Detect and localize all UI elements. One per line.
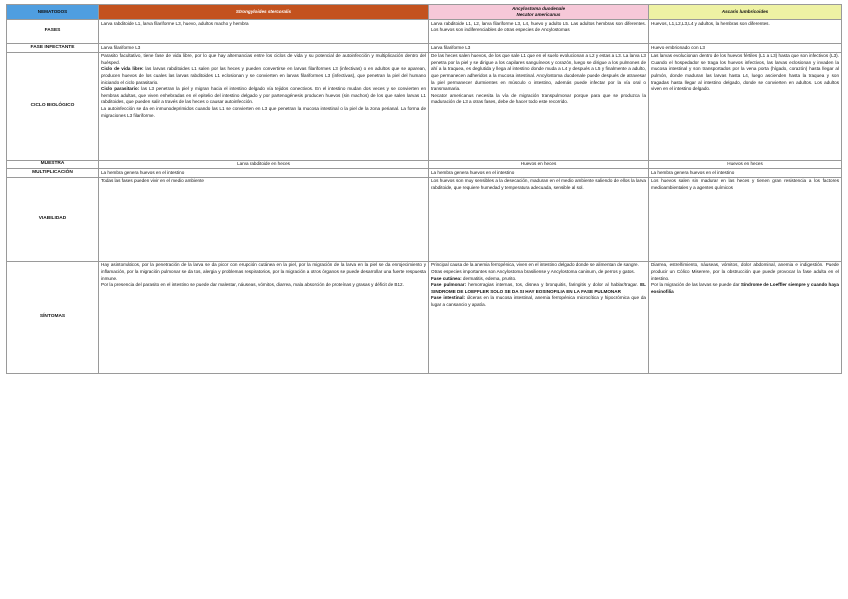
ciclo-strongyloides-p2: [101, 66, 426, 86]
sintomas-ascaris-p2: [651, 282, 839, 295]
row-fases: [7, 20, 842, 44]
sintomas-ascaris-p2-text: Por la migración de las larvas se puede dar: [651, 282, 741, 288]
label-sintomas: SÍNTOMAS: [7, 261, 99, 373]
sintomas-ancylostoma-p4: [431, 282, 646, 295]
row-muestra: [7, 160, 842, 169]
sintomas-ascaris-p1: Diarrea, estreñimiento, náuseas, vómitos, dolor abdominal, anemia e indigestión. Puede producir un Cólico Miserere, por la obstrucción que puede provocar la fase adulta en el intestino.: [651, 262, 839, 281]
fase-cutanea-text: dermatitis, edema, prurito.: [461, 275, 517, 281]
fases-strongyloides: Larva rabditoide L1, larva filariforme L3, huevo, adultos macho y hembra: [99, 20, 429, 44]
label-fases: FASES: [7, 20, 99, 44]
fase-infectante-ancylostoma: Larva filariforme L3: [429, 44, 649, 53]
muestra-strongyloides: Larva rabditoide en heces: [99, 160, 429, 169]
label-multiplicacion: MULTIPLICACIÓN: [7, 169, 99, 178]
multiplicacion-strongyloides: La hembra genera huevos en el intestino: [99, 169, 429, 178]
row-viabilidad: [7, 177, 842, 261]
ciclo-strongyloides-p1: Parasito facultativo, tiene fase de vida libre, por lo que hay alternancias entre los ciclos de vida y su potencial de autoinfección y multiplicación dentro del huésped.: [101, 53, 426, 65]
label-fase-infectante: FASE INFECTANTE: [7, 44, 99, 53]
label-ciclo: CICLO BIOLÓGICO: [7, 52, 99, 160]
ciclo-ascaris: Las larvas evolucionan dentro de los huevos fértiles (L1 a L3) hasta que son infectivos (L3). Cuando el hospedador se traga los huevos infectivos, las larvas eclosionan y invaden la mucosa intestinal y son transportados por la vena porta (hígado, corazón) hasta llegar al pulmón, donde maduran las larvas hasta L4, luego ascienden hasta la traquea y son tragadas hasta llegar al intestino delgado, donde se convierten en adultos. Los adultos viven en el intestino delgado.: [649, 52, 842, 160]
viabilidad-strongyloides: Todas las fases pueden vivir en el medio ambiente: [99, 177, 429, 261]
ciclo-parasitario-heading: Ciclo parasitario:: [101, 86, 140, 92]
row-sintomas: [7, 261, 842, 373]
header-row: [7, 5, 842, 20]
viabilidad-ascaris: Los huevos salen sin madurar en las heces y tienen gran resistencia a los factores medioambientales y a agentes químicos: [649, 177, 842, 261]
sintomas-strongyloides-p1: Hay asintomáticos, por la penetración de la larva se da picor con erupción cutánea en la piel, por la migración de la larva en la piel se da enrojecimiento y inflamación, por la migración pulmonar se da tos, alergia y problemas respiratorios, por la migración a otros órganos se puede desarrollar una fuerte respuesta inmune.: [101, 262, 426, 281]
ciclo-ancylostoma: [429, 52, 649, 160]
sintomas-ascaris-loeffler: Síndrome de Loeffler siempre y cuando haya eosinofilia: [651, 282, 839, 294]
sintomas-ancylostoma-p3: [431, 276, 646, 283]
header-strongyloides: Strongyloides stercoralis: [99, 5, 429, 20]
multiplicacion-ancylostoma: La hembra genera huevos en el intestino: [429, 169, 649, 178]
ciclo-ancylostoma-p2: Necator americanus necesita la vía de migración transpulmonar porque para que se produzca la maduración de L3 a otras fases, debe de hacer todo este recorrido.: [431, 92, 646, 105]
loeffler-note: EL SINDROME DE LOEFFLER SOLO SE DA SI HAY EOSINOFILIA EN LA FASE PULMONAR: [431, 282, 646, 294]
header-ancylostoma: [429, 5, 649, 20]
fase-cutanea-heading: Fase cutánea:: [431, 275, 462, 281]
sintomas-strongyloides-p2: Por la presencia del parasito en el intestino se puede dar malestar, náuseas, vómitos, diarrea, mala absorción de proteínas y grasas y déficit de B12.: [101, 282, 404, 288]
header-ascaris: Ascaris lumbricoides: [649, 5, 842, 20]
fases-ancylostoma: Larva rabditoide L1, L2, larva filariforme L3, L4, huevo y adulto L5. Las adultos hembras son diferentes. Los huevos son indiferenciables de otras especies de Ancylostomas: [429, 20, 649, 44]
fase-pulmonar-heading: Fase pulmonar:: [431, 282, 467, 288]
label-viabilidad: VIABILIDAD: [7, 177, 99, 261]
ciclo-parasitario-text: las L3 penetran la piel y migran hacia el intestino delgado vía tejidos conectivos. En el intestino mudan dos veces y se convierten en hembras adultas, que viven enhebradas en el epitelio del intestino delgado y por partenogénesis producen huevos (sin machos) de los que salen larvas L1 rabditoides, que pueden salir a través de las heces o causar autoinfección.: [101, 86, 426, 105]
fases-ascaris: Huevos, L1,L2,L3,L4 y adultos, la hembras son diferentes.: [649, 20, 842, 44]
nematodos-table: [6, 4, 842, 374]
ciclo-vida-libre-heading: Ciclo de vida libre:: [101, 66, 144, 72]
muestra-ascaris: Huevos en heces: [649, 160, 842, 169]
fase-intestinal-heading: Fase intestinal:: [431, 295, 466, 301]
fase-intestinal-text: úlceras en la mucosa intestinal, anemia ferropénica microcítica y hipocrómica que da lugar a cansancio y apatía.: [431, 295, 646, 308]
row-multiplicacion: [7, 169, 842, 178]
sintomas-ascaris: [649, 261, 842, 373]
sintomas-strongyloides: [99, 261, 429, 373]
ciclo-strongyloides-p4: La autoinfección se da en inmunodeprimidos cuando las L1 se convierten en L3 que penetran la mucosa intestinal o la piel de la zona perianal. La forma de migraciones L3 filariforme.: [101, 106, 426, 118]
sintomas-ancylostoma-p2: Otras especies importantes son Ancylostoma brasiliense y Ancylostoma caninum, de perros y gatos.: [431, 269, 636, 275]
fase-pulmonar-text: hemorragias internas, tos, disnea y bronquitis, faringitis y dolor al hablar/tragar.: [466, 282, 638, 288]
row-ciclo: [7, 52, 842, 160]
sintomas-ancylostoma: [429, 261, 649, 373]
label-muestra: MUESTRA: [7, 160, 99, 169]
header-nematodos: NEMATODOS: [7, 5, 99, 20]
sintomas-ancylostoma-p1: Principal causa de la anemia ferropénica, viven en el intestino delgado donde se alimentan de sangre.: [431, 262, 639, 268]
row-fase-infectante: [7, 44, 842, 53]
header-ancylostoma-line1: Ancylostoma duodenale: [511, 5, 566, 11]
sintomas-ancylostoma-p5: [431, 295, 646, 308]
ciclo-vida-libre-text: las larvas rabditoides L1 salen por las heces y pueden convertirse en larvas filariformes L3 (infectivas) o en adultos que se aparean, producen huevos de los cuales las larvas rabditoides L1 eclosionan y se convierten en larvas filariformes L3 (infectivas), que penetran la piel del humano iniciando el ciclo parasitario.: [101, 66, 427, 85]
viabilidad-ancylostoma: Los huevos son muy sensibles a la desecación, maduran en el medio ambiente saliendo de ellos la larva rabditoide, que requiere humedad y temperatura adecuada, sensible al sol.: [429, 177, 649, 261]
ciclo-ancylostoma-p1: De las heces salen huevos, de los que sale L1 que en el suelo evolucionan a L2 y estas a L3. La larva L3 penetra por la piel y se dirigue a los capilares sanguíneos y corazón, luego se dirigue a los pulmones de ahí a la traquea, es deglutida y llega al intestino donde muda a L4 y después a L5 y finalmente a adulto, que permanecen adheridos a la mucosa intestinal. Ancylostoma duodenale puede después de atravesar la piel permanecer durmientes en músculo o intestino, además puede infectar por la vía oral o transmamaria.: [431, 53, 646, 92]
muestra-ancylostoma: Huevos en heces: [429, 160, 649, 169]
header-ancylostoma-line2: Necator americanus: [516, 12, 561, 18]
fase-infectante-ascaris: Huevo embrionado con L3: [649, 44, 842, 53]
ciclo-strongyloides-p3: [101, 86, 426, 106]
ciclo-strongyloides: [99, 52, 429, 160]
multiplicacion-ascaris: La hembra genera huevos en el intestino: [649, 169, 842, 178]
fase-infectante-strongyloides: Larva filariforme L3: [99, 44, 429, 53]
